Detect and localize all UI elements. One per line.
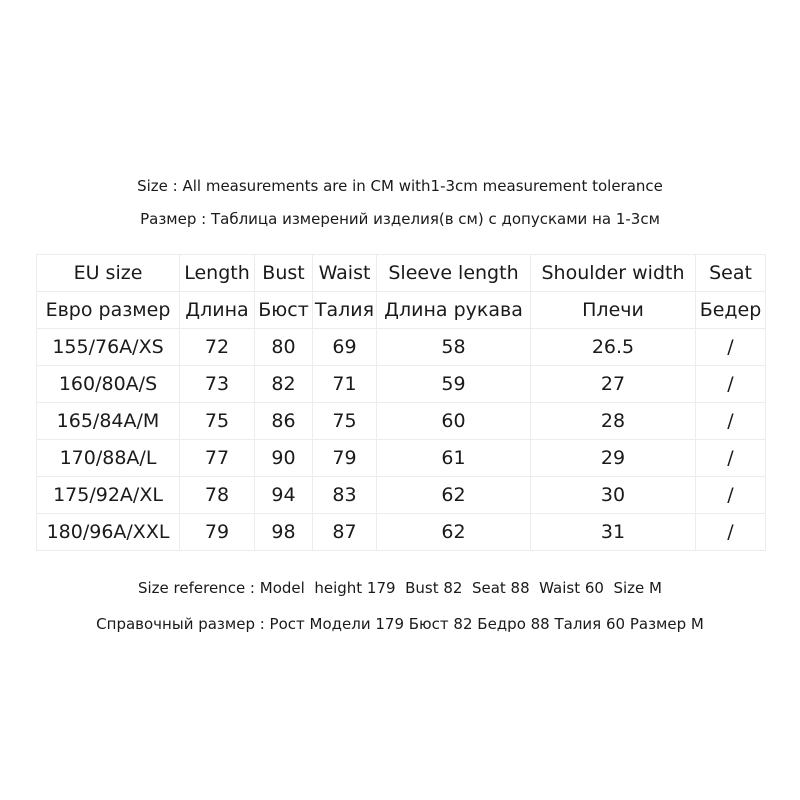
cell-shoulder-width: 29 xyxy=(531,440,696,477)
cell-shoulder-width: 31 xyxy=(531,514,696,551)
cell-seat: / xyxy=(696,403,766,440)
cell-length: 77 xyxy=(180,440,255,477)
size-reference-ru: Справочный размер : Рост Модели 179 Бюст 82 Бедро 88 Талия 60 Размер M xyxy=(96,615,704,633)
table-row xyxy=(37,440,766,477)
cell-length: 75 xyxy=(180,403,255,440)
cell-bust: 80 xyxy=(255,329,313,366)
cell-size: 165/84A/M xyxy=(37,403,180,440)
table-row xyxy=(37,329,766,366)
cell-sleeve-length: 61 xyxy=(377,440,531,477)
header-eu-size: EU size xyxy=(37,255,180,292)
header-row-ru xyxy=(37,292,766,329)
table-row xyxy=(37,366,766,403)
header-bust: Bust xyxy=(255,255,313,292)
header-shoulder-width-ru: Плечи xyxy=(531,292,696,329)
cell-bust: 94 xyxy=(255,477,313,514)
cell-sleeve-length: 59 xyxy=(377,366,531,403)
header-sleeve-length-ru: Длина рукава xyxy=(377,292,531,329)
header-length-ru: Длина xyxy=(180,292,255,329)
cell-seat: / xyxy=(696,366,766,403)
cell-bust: 98 xyxy=(255,514,313,551)
cell-size: 180/96A/XXL xyxy=(37,514,180,551)
header-sleeve-length: Sleeve length xyxy=(377,255,531,292)
cell-bust: 90 xyxy=(255,440,313,477)
header-bust-ru: Бюст xyxy=(255,292,313,329)
cell-bust: 86 xyxy=(255,403,313,440)
cell-length: 72 xyxy=(180,329,255,366)
cell-size: 160/80A/S xyxy=(37,366,180,403)
cell-waist: 71 xyxy=(313,366,377,403)
cell-shoulder-width: 30 xyxy=(531,477,696,514)
cell-waist: 83 xyxy=(313,477,377,514)
cell-sleeve-length: 60 xyxy=(377,403,531,440)
cell-seat: / xyxy=(696,329,766,366)
cell-waist: 87 xyxy=(313,514,377,551)
header-row-en xyxy=(37,255,766,292)
cell-bust: 82 xyxy=(255,366,313,403)
cell-size: 155/76A/XS xyxy=(37,329,180,366)
header-waist: Waist xyxy=(313,255,377,292)
size-chart-header xyxy=(37,255,766,329)
cell-seat: / xyxy=(696,514,766,551)
header-eu-size-ru: Евро размер xyxy=(37,292,180,329)
size-chart-table xyxy=(36,254,766,551)
cell-sleeve-length: 62 xyxy=(377,514,531,551)
size-reference-en: Size reference : Model height 179 Bust 82 Seat 88 Waist 60 Size M xyxy=(137,579,662,597)
cell-shoulder-width: 28 xyxy=(531,403,696,440)
header-length: Length xyxy=(180,255,255,292)
header-seat: Seat xyxy=(696,255,766,292)
header-waist-ru: Талия xyxy=(313,292,377,329)
cell-size: 170/88A/L xyxy=(37,440,180,477)
table-row xyxy=(37,477,766,514)
table-row xyxy=(37,403,766,440)
cell-waist: 69 xyxy=(313,329,377,366)
cell-waist: 75 xyxy=(313,403,377,440)
cell-length: 78 xyxy=(180,477,255,514)
header-seat-ru: Бедер xyxy=(696,292,766,329)
header-shoulder-width: Shoulder width xyxy=(531,255,696,292)
cell-seat: / xyxy=(696,440,766,477)
cell-sleeve-length: 62 xyxy=(377,477,531,514)
cell-shoulder-width: 26.5 xyxy=(531,329,696,366)
cell-size: 175/92A/XL xyxy=(37,477,180,514)
size-chart-body xyxy=(37,329,766,551)
table-row xyxy=(37,514,766,551)
cell-waist: 79 xyxy=(313,440,377,477)
cell-length: 79 xyxy=(180,514,255,551)
measurement-note-ru: Размер : Таблица измерений изделия(в см) с допусками на 1-3см xyxy=(140,210,660,228)
cell-sleeve-length: 58 xyxy=(377,329,531,366)
measurement-note-en: Size : All measurements are in CM with1-3cm measurement tolerance xyxy=(137,177,663,195)
cell-length: 73 xyxy=(180,366,255,403)
cell-seat: / xyxy=(696,477,766,514)
cell-shoulder-width: 27 xyxy=(531,366,696,403)
